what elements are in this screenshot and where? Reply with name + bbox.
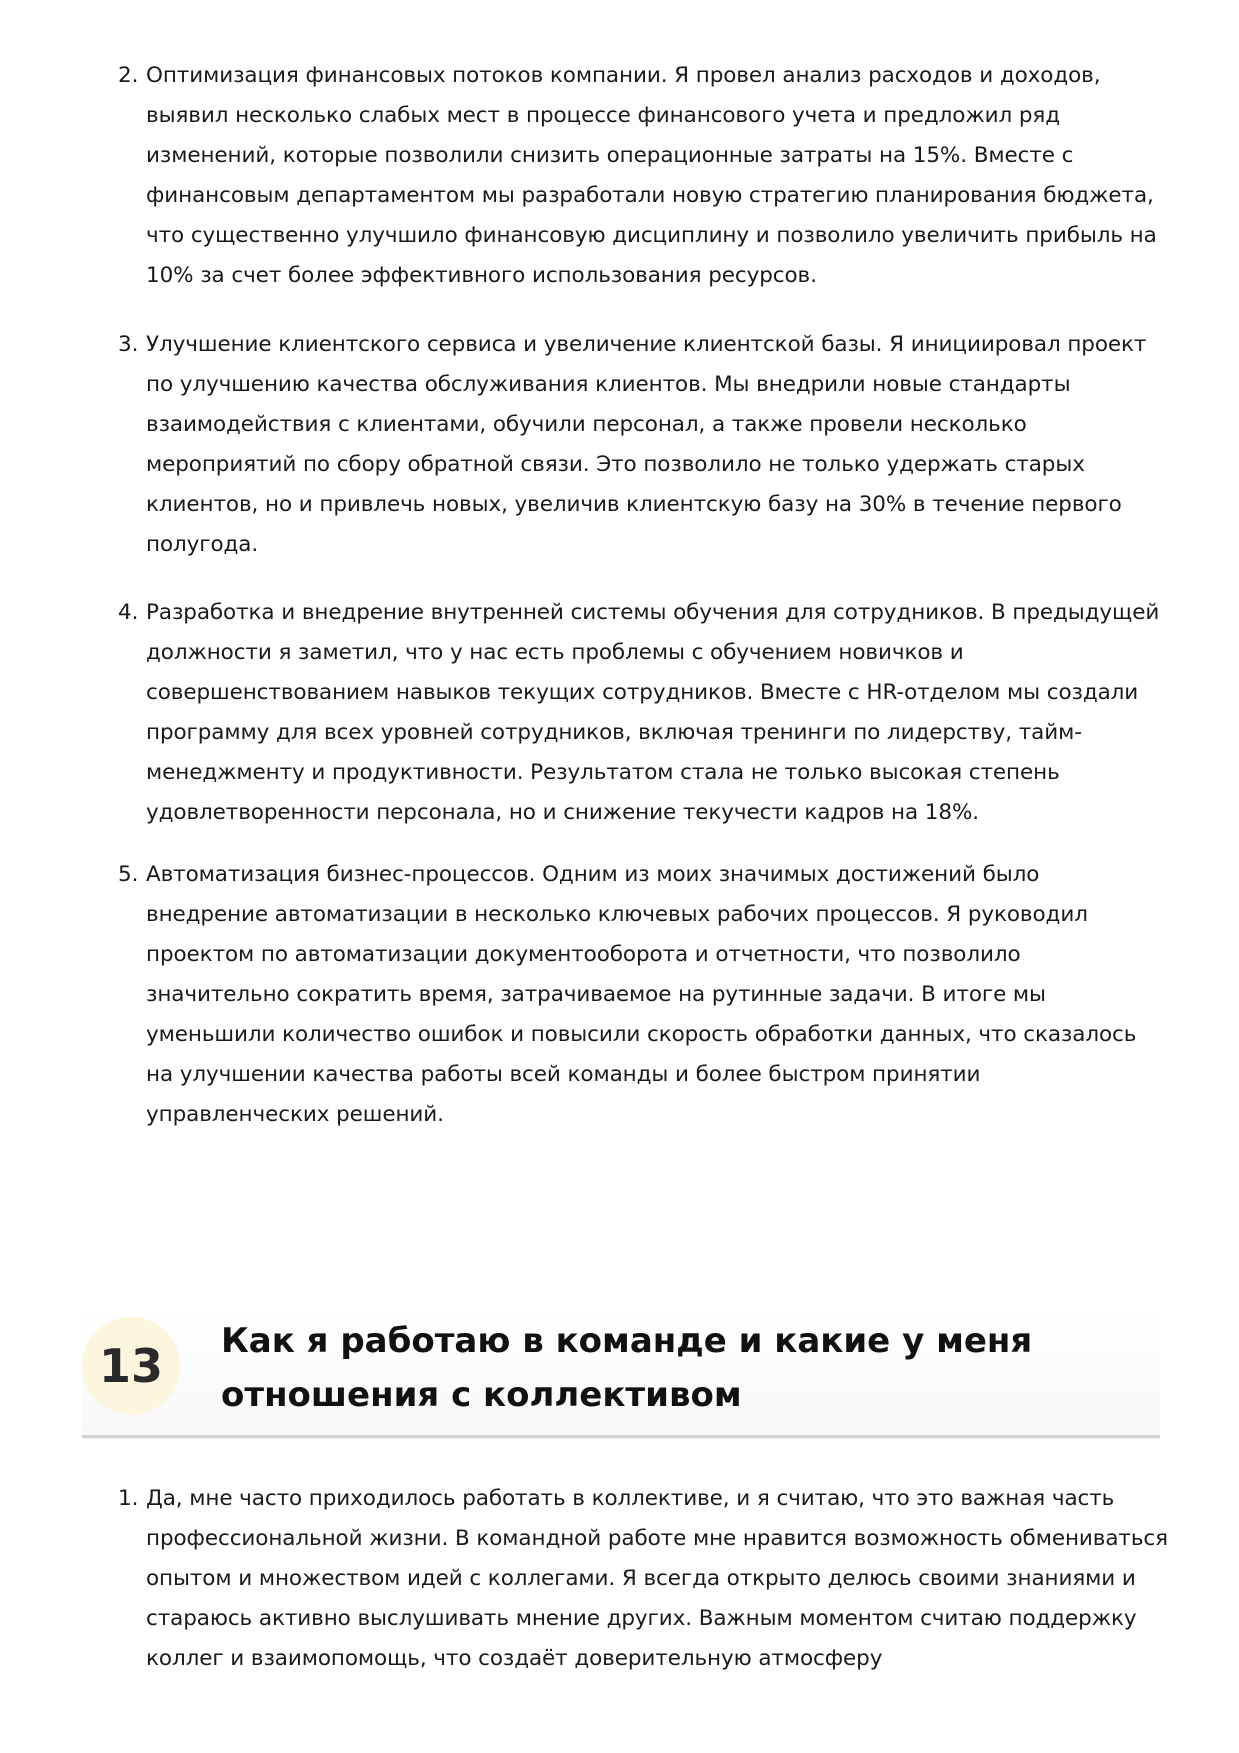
section-divider (82, 1435, 1160, 1438)
list-item (118, 1479, 1168, 1679)
list-item (118, 593, 1168, 833)
list-item-number: 2. (118, 63, 139, 88)
list-item (118, 56, 1168, 296)
list-item-text: Улучшение клиентского сервиса и увеличение клиентской базы. Я инициировал проект по улучшению качества обслуживания клиентов. Мы внедрили новые стандарты взаимодействия с клиентами, обучили персонал, а также провели несколько мероприятий по сбору обратной связи. Это позволило не только удержать старых клиентов, но и привлечь новых, увеличив клиентскую базу на 30% в течение первого полугода. (146, 332, 1147, 557)
section-title: Как я работаю в команде и какие у меня отношения с коллективом (221, 1321, 1033, 1415)
list-item-number: 4. (118, 600, 139, 625)
list-item-text: Автоматизация бизнес-процессов. Одним из моих значимых достижений было внедрение автоматизации в несколько ключевых рабочих процессов. Я руководил проектом по автоматизации документооборота и отчетности, что позволило значительно сократить время, затрачиваемое на рутинные задачи. В итоге мы уменьшили количество ошибок и повысили скорость обработки данных, что сказалось на улучшении качества работы всей команды и более быстром принятии управленческих решений. (146, 862, 1137, 1127)
list-item-text: Разработка и внедрение внутренней системы обучения для сотрудников. В предыдущей должности я заметил, что у нас есть проблемы с обучением новичков и совершенствованием навыков текущих сотрудников. Вместе с HR-отделом мы создали программу для всех уровней сотрудников, включая тренинги по лидерству, тайм-менеджменту и продуктивности. Результатом стала не только высокая степень удовлетворенности персонала, но и снижение текучести кадров на 18%. (146, 600, 1160, 825)
list-item (118, 325, 1168, 565)
list-item-text: Да, мне часто приходилось работать в коллективе, и я считаю, что это важная часть профессиональной жизни. В командной работе мне нравится возможность обмениваться опытом и множеством идей с коллегами. Я всегда открыто делюсь своими знаниями и стараюсь активно выслушивать мнение других. Важным моментом считаю поддержку коллег и взаимопомощь, что создаёт доверительную атмосферу (146, 1486, 1168, 1671)
list-item-number: 5. (118, 862, 139, 887)
list-item-number: 3. (118, 332, 139, 357)
list-item-text: Оптимизация финансовых потоков компании. Я провел анализ расходов и доходов, выявил несколько слабых мест в процессе финансового учета и предложил ряд изменений, которые позволили снизить операционные затраты на 15%. Вместе с финансовым департаментом мы разработали новую стратегию планирования бюджета, что существенно улучшило финансовую дисциплину и позволило увеличить прибыль на 10% за счет более эффективного использования ресурсов. (146, 63, 1157, 288)
section-number-badge: 13 (82, 1317, 180, 1415)
section-header (82, 1310, 1160, 1438)
list-item-number: 1. (118, 1486, 139, 1511)
list-item (118, 855, 1168, 1135)
